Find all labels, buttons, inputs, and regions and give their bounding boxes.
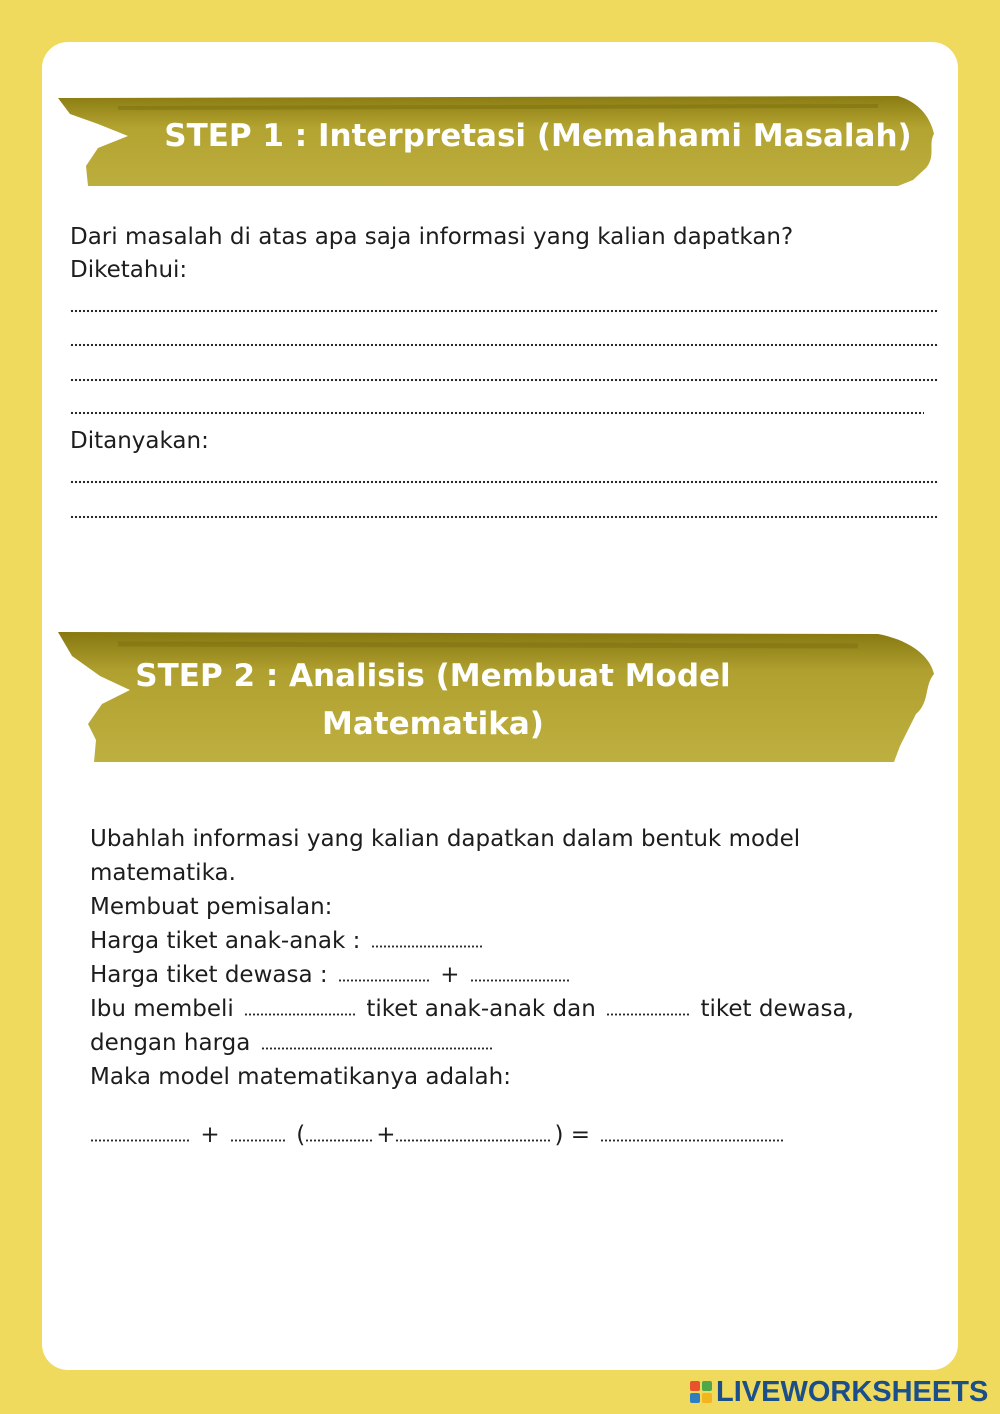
step2-title: STEP 2 : Analisis (Membuat Model Matematika) (135, 658, 731, 742)
adult-ticket-row (90, 960, 573, 991)
known-answer-line-3[interactable] (70, 378, 938, 382)
asked-answer-line-2[interactable] (70, 515, 938, 519)
known-answer-line-2[interactable] (70, 343, 938, 347)
step1-question: Dari masalah di atas apa saja informasi yang kalian dapatkan? (70, 224, 794, 250)
equation-row (90, 1120, 787, 1151)
adult-count-blank[interactable] (606, 1013, 690, 1016)
logo-text: LIVEWORKSHEETS (716, 1375, 989, 1408)
price-row (90, 1028, 496, 1059)
model-label: Maka model matematikanya adalah: (90, 1064, 511, 1090)
purchase-text-3: tiket dewasa, (700, 996, 854, 1022)
eq-blank-3[interactable] (305, 1139, 373, 1142)
known-answer-line-1[interactable] (70, 309, 938, 313)
assume-label: Membuat pemisalan: (90, 894, 333, 920)
eq-result-blank[interactable] (600, 1139, 784, 1142)
step1-title: STEP 1 : Interpretasi (Memahami Masalah) (164, 118, 912, 154)
eq-blank-4[interactable] (395, 1139, 551, 1142)
instruction-line-2: matematika. (90, 860, 236, 886)
child-ticket-blank[interactable] (371, 945, 483, 948)
eq-plus: + (200, 1122, 220, 1148)
total-price-blank[interactable] (261, 1047, 493, 1050)
logo-blocks-icon (690, 1381, 712, 1403)
eq-inner-plus: + (376, 1122, 396, 1148)
adult-ticket-blank-1[interactable] (338, 979, 430, 982)
known-label: Diketahui: (70, 257, 188, 283)
known-answer-line-4[interactable] (70, 411, 924, 415)
adult-ticket-plus: + (440, 962, 460, 988)
asked-answer-line-1[interactable] (70, 480, 938, 484)
asked-label: Ditanyakan: (70, 428, 209, 454)
step2-banner (58, 630, 938, 762)
instruction-line-1: Ubahlah informasi yang kalian dapatkan dalam bentuk model (90, 826, 801, 852)
step1-banner (58, 96, 938, 188)
price-label: dengan harga (90, 1030, 251, 1056)
adult-ticket-label: Harga tiket dewasa : (90, 962, 328, 988)
child-ticket-row (90, 926, 486, 957)
eq-blank-2[interactable] (230, 1139, 286, 1142)
purchase-text-2: tiket anak-anak dan (366, 996, 596, 1022)
eq-equals: = (570, 1122, 591, 1148)
child-count-blank[interactable] (244, 1013, 356, 1016)
eq-close-paren: ) (554, 1122, 564, 1148)
purchase-text-1: Ibu membeli (90, 996, 234, 1022)
purchase-row (90, 994, 854, 1025)
eq-open-paren: ( (296, 1122, 306, 1148)
liveworksheets-logo[interactable] (690, 1376, 988, 1408)
adult-ticket-blank-2[interactable] (470, 979, 570, 982)
eq-blank-1[interactable] (90, 1139, 190, 1142)
child-ticket-label: Harga tiket anak-anak : (90, 928, 361, 954)
